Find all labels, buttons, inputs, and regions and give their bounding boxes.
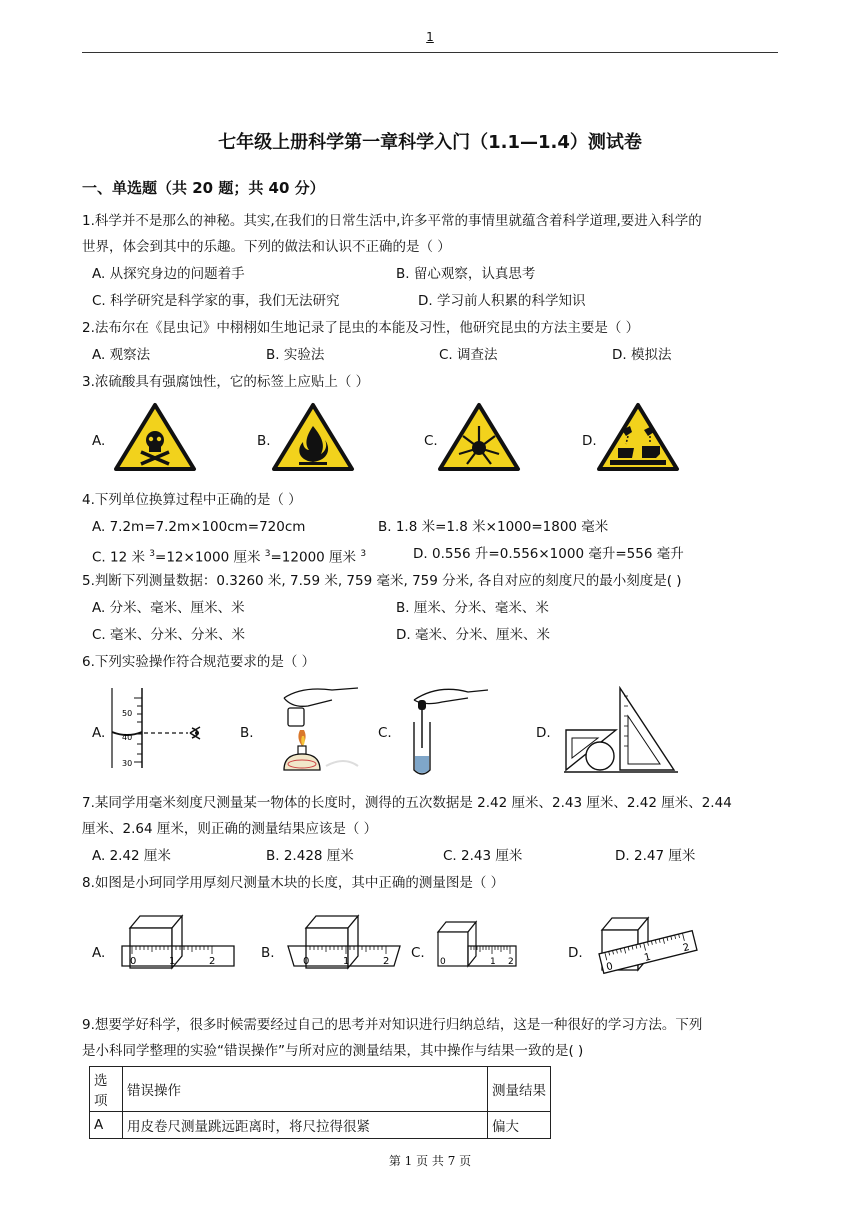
toxic-warning-icon xyxy=(113,402,197,472)
ruler-measure-option-b xyxy=(284,910,402,976)
ruler-number: 1 xyxy=(490,957,496,967)
q6-label-d: D. xyxy=(536,725,551,741)
question-1-line2: 世界，体会到其中的乐趣。下列的做法和认识不正确的是（ ） xyxy=(82,239,451,255)
ruler-number: 0 xyxy=(605,961,615,974)
q3-label-c: C. xyxy=(424,433,438,449)
q3-label-a: A. xyxy=(92,433,106,449)
ruler-number: 2 xyxy=(383,956,390,967)
flammable-warning-icon xyxy=(271,402,355,472)
q4-option-c-part3: =12000 厘米 xyxy=(270,549,361,566)
q5-option-c: C. 毫米、分米、分米、米 xyxy=(92,627,246,643)
q4-sup-1: 3 xyxy=(149,549,156,559)
table-header-cell: 错误操作 xyxy=(123,1067,488,1112)
page-footer: 第 1 页 共 7 页 xyxy=(388,1154,472,1168)
question-5: 5.判断下列测量数据：0.3260 米, 7.59 米, 759 毫米, 759 分米, 各自对应的刻度尺的最小刻度是( ) xyxy=(82,573,682,589)
ruler-number: 1 xyxy=(343,956,350,967)
q6-label-a: A. xyxy=(92,725,106,741)
ruler-number: 1 xyxy=(169,956,176,967)
q2-option-a: A. 观察法 xyxy=(92,347,151,363)
q7-option-b: B. 2.428 厘米 xyxy=(266,848,354,864)
header-rule xyxy=(82,52,778,53)
ruler-number: 0 xyxy=(303,956,310,967)
ruler-measure-option-a xyxy=(118,910,236,976)
q1-option-b: B. 留心观察，认真思考 xyxy=(396,266,536,282)
question-9 xyxy=(82,1012,782,1064)
q8-label-b: B. xyxy=(261,945,275,961)
corrosive-warning-icon xyxy=(596,402,680,472)
ruler-measure-option-d xyxy=(596,910,700,976)
ruler-number: 1 xyxy=(643,951,652,964)
table-header-row xyxy=(90,1067,551,1112)
q4-sup-2: 3 xyxy=(264,549,271,559)
q3-label-d: D. xyxy=(582,433,597,449)
ruler-number: 2 xyxy=(508,957,514,967)
question-1 xyxy=(82,208,782,260)
q8-label-d: D. xyxy=(568,945,583,961)
q5-option-a: A. 分米、毫米、厘米、米 xyxy=(92,600,245,616)
question-9-line2: 是小科同学整理的实验“错误操作”与所对应的测量结果，其中操作与结果一致的是( ) xyxy=(82,1043,584,1059)
q5-option-b: B. 厘米、分米、毫米、米 xyxy=(396,600,549,616)
question-6: 6.下列实验操作符合规范要求的是（ ） xyxy=(82,654,316,670)
section-heading: 一、单选题（共 20 题；共 40 分） xyxy=(82,179,325,197)
question-7-line2: 厘米、2.64 厘米，则正确的测量结果应该是（ ） xyxy=(82,821,378,837)
table-header-cell: 测量结果 xyxy=(488,1067,551,1112)
q4-option-b: B. 1.8 米=1.8 米×1000=1800 毫米 xyxy=(378,519,609,535)
ruler-number: 2 xyxy=(209,956,216,967)
table-header-cell: 选项 xyxy=(90,1067,123,1112)
header-page-number: 1 xyxy=(426,30,434,44)
cylinder-tick-label: 30 xyxy=(122,759,133,768)
q4-option-d: D. 0.556 升=0.556×1000 毫升=556 毫升 xyxy=(413,546,684,562)
table-cell: A xyxy=(90,1112,123,1139)
table-cell: 偏大 xyxy=(488,1112,551,1139)
question-2: 2.法布尔在《昆虫记》中栩栩如生地记录了昆虫的本能及习性，他研究昆虫的方法主要是（ ） xyxy=(82,320,640,336)
question-7-line1: 7.某同学用毫米刻度尺测量某一物体的长度时，测得的五次数据是 2.42 厘米、2.43 厘米、2.42 厘米、2.44 xyxy=(82,795,732,811)
q1-option-d: D. 学习前人积累的科学知识 xyxy=(418,293,586,309)
q6-label-b: B. xyxy=(240,725,254,741)
question-7 xyxy=(82,790,782,842)
ruler-number: 0 xyxy=(440,957,446,967)
graduated-cylinder-reading-diagram xyxy=(108,686,212,770)
question-4: 4.下列单位换算过程中正确的是（ ） xyxy=(82,492,302,508)
error-operation-table xyxy=(89,1066,551,1139)
q4-option-c-part1: C. 12 米 xyxy=(92,549,150,566)
dropper-test-tube-diagram xyxy=(398,686,490,778)
q2-option-c: C. 调查法 xyxy=(439,347,498,363)
question-3: 3.浓硫酸具有强腐蚀性，它的标签上应贴上（ ） xyxy=(82,374,370,390)
q8-label-c: C. xyxy=(411,945,425,961)
q4-option-c-part2: =12×1000 厘米 xyxy=(155,549,265,566)
q2-option-b: B. 实验法 xyxy=(266,347,325,363)
q5-option-d: D. 毫米、分米、厘米、米 xyxy=(396,627,550,643)
table-cell: 用皮卷尺测量跳远距离时，将尺拉得很紧 xyxy=(123,1112,488,1139)
ruler-number: 0 xyxy=(130,956,137,967)
q8-label-a: A. xyxy=(92,945,106,961)
q4-sup-3: 3 xyxy=(360,549,367,559)
q4-option-c xyxy=(92,541,366,571)
q2-option-d: D. 模拟法 xyxy=(612,347,672,363)
cylinder-tick-label: 50 xyxy=(122,709,133,718)
q7-option-a: A. 2.42 厘米 xyxy=(92,848,171,864)
q4-option-a: A. 7.2m=7.2m×100cm=720cm xyxy=(92,519,306,535)
explosive-warning-icon xyxy=(437,402,521,472)
alcohol-lamp-lighting-diagram xyxy=(262,686,362,776)
page-title: 七年级上册科学第一章科学入门（1.1—1.4）测试卷 xyxy=(218,132,642,153)
cylinder-tick-label: 40 xyxy=(122,733,133,742)
q1-option-c: C. 科学研究是科学家的事，我们无法研究 xyxy=(92,293,340,309)
question-9-line1: 9.想要学好科学，很多时候需要经过自己的思考并对知识进行归纳总结，这是一种很好的学习方法。下列 xyxy=(82,1017,703,1033)
q6-label-c: C. xyxy=(378,725,392,741)
question-8: 8.如图是小珂同学用厚刻尺测量木块的长度，其中正确的测量图是（ ） xyxy=(82,875,505,891)
q3-label-b: B. xyxy=(257,433,271,449)
question-1-line1: 1.科学并不是那么的神秘。其实,在我们的日常生活中,许多平常的事情里就蕴含着科学道理,要进入科学的 xyxy=(82,213,702,229)
ruler-number: 2 xyxy=(681,941,691,955)
q1-option-a: A. 从探究身边的问题着手 xyxy=(92,266,245,282)
table-row xyxy=(90,1112,551,1139)
q7-option-d: D. 2.47 厘米 xyxy=(615,848,696,864)
ruler-measure-option-c xyxy=(428,918,518,976)
q7-option-c: C. 2.43 厘米 xyxy=(443,848,523,864)
triangle-ruler-coin-diagram xyxy=(562,686,680,778)
